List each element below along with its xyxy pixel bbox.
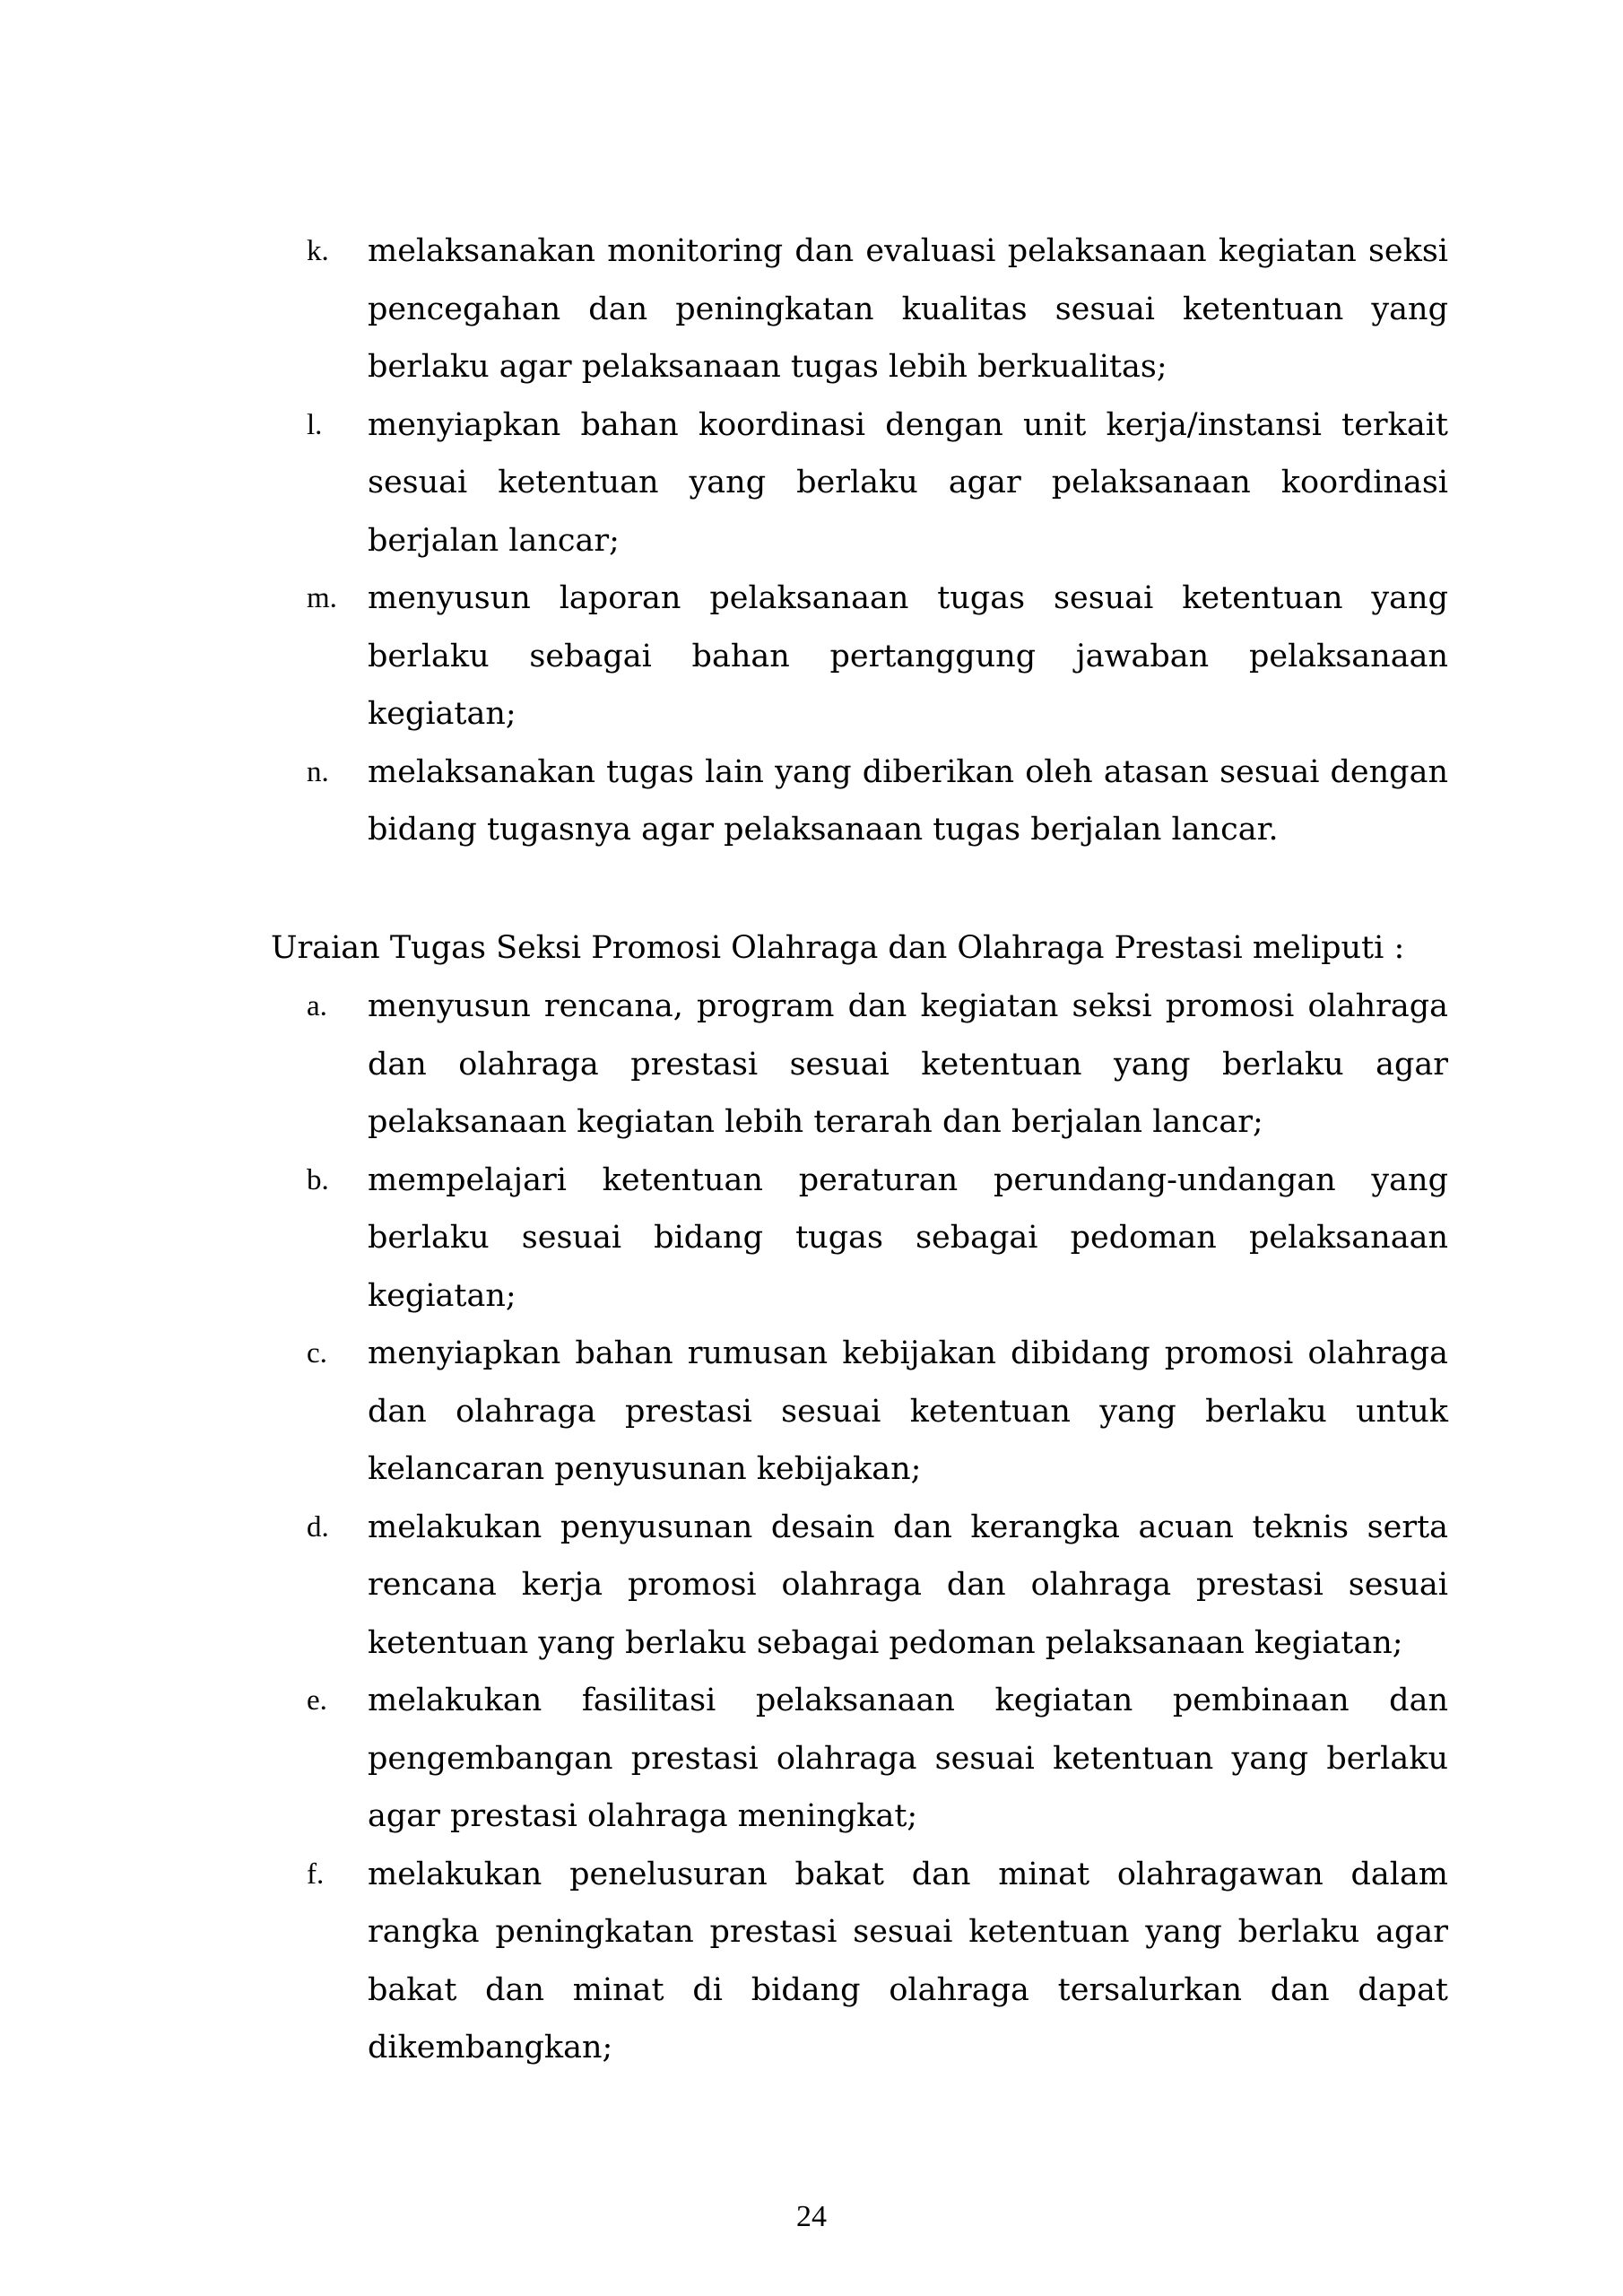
list-item-text: mempelajari ketentuan peraturan perundang-undangan yang berlaku sesuai bidang tugas sebagai pedoman pelaksanaan kegiatan; — [368, 1161, 1448, 1314]
list-item — [269, 744, 1448, 859]
section-intro: Uraian Tugas Seksi Promosi Olahraga dan Olahraga Prestasi meliputi : — [271, 930, 1405, 966]
list-item — [269, 978, 1448, 1152]
list-marker: l. — [307, 408, 323, 441]
list-item-text: menyiapkan bahan rumusan kebijakan dibidang promosi olahraga dan olahraga prestasi sesuai ketentuan yang berlaku untuk kelancaran penyusunan kebijakan; — [368, 1335, 1448, 1487]
list-item — [269, 396, 1448, 570]
list-item — [269, 570, 1448, 744]
continued-task-list — [269, 222, 1448, 859]
list-item — [269, 1672, 1448, 1846]
list-marker: c. — [307, 1337, 327, 1370]
list-item-text: menyusun rencana, program dan kegiatan seksi promosi olahraga dan olahraga prestasi sesuai ketentuan yang berlaku agar pelaksanaan kegiatan lebih terarah dan berjalan lancar; — [368, 988, 1448, 1140]
list-item-text: melakukan penyusunan desain dan kerangka acuan teknis serta rencana kerja promosi olahraga dan olahraga prestasi sesuai ketentuan yang berlaku sebagai pedoman pelaksanaan kegiatan; — [368, 1509, 1448, 1661]
list-marker: k. — [307, 235, 329, 267]
list-item — [269, 1499, 1448, 1673]
promotion-task-list — [269, 978, 1448, 2077]
list-marker: d. — [307, 1510, 329, 1544]
list-marker: m. — [307, 582, 337, 614]
list-item — [269, 222, 1448, 396]
list-marker: b. — [307, 1163, 329, 1196]
list-item-text: menyiapkan bahan koordinasi dengan unit kerja/instansi terkait sesuai ketentuan yang berlaku agar pelaksanaan koordinasi berjalan lancar; — [368, 406, 1448, 559]
list-item-text: melakukan penelusuran bakat dan minat olahragawan dalam rangka peningkatan prestasi sesuai ketentuan yang berlaku agar bakat dan minat di bidang olahraga tersalurkan dan dapat dikembangkan; — [368, 1856, 1448, 2066]
list-item-text: melaksanakan tugas lain yang diberikan oleh atasan sesuai dengan bidang tugasnya agar pelaksanaan tugas berjalan lancar. — [368, 753, 1448, 848]
list-item-text: melaksanakan monitoring dan evaluasi pelaksanaan kegiatan seksi pencegahan dan peningkatan kualitas sesuai ketentuan yang berlaku agar pelaksanaan tugas lebih berkualitas; — [368, 233, 1448, 385]
list-item — [269, 1325, 1448, 1499]
list-marker: e. — [307, 1684, 327, 1717]
list-item — [269, 1152, 1448, 1326]
list-item — [269, 1846, 1448, 2077]
list-marker: f. — [307, 1857, 325, 1891]
page-number: 24 — [796, 2200, 827, 2233]
list-item-text: melakukan fasilitasi pelaksanaan kegiatan pembinaan dan pengembangan prestasi olahraga sesuai ketentuan yang berlaku agar prestasi olahraga meningkat; — [368, 1683, 1448, 1834]
list-item-text: menyusun laporan pelaksanaan tugas sesuai ketentuan yang berlaku sebagai bahan pertanggung jawaban pelaksanaan kegiatan; — [368, 580, 1448, 732]
list-marker: n. — [307, 755, 329, 788]
list-marker: a. — [307, 990, 327, 1022]
